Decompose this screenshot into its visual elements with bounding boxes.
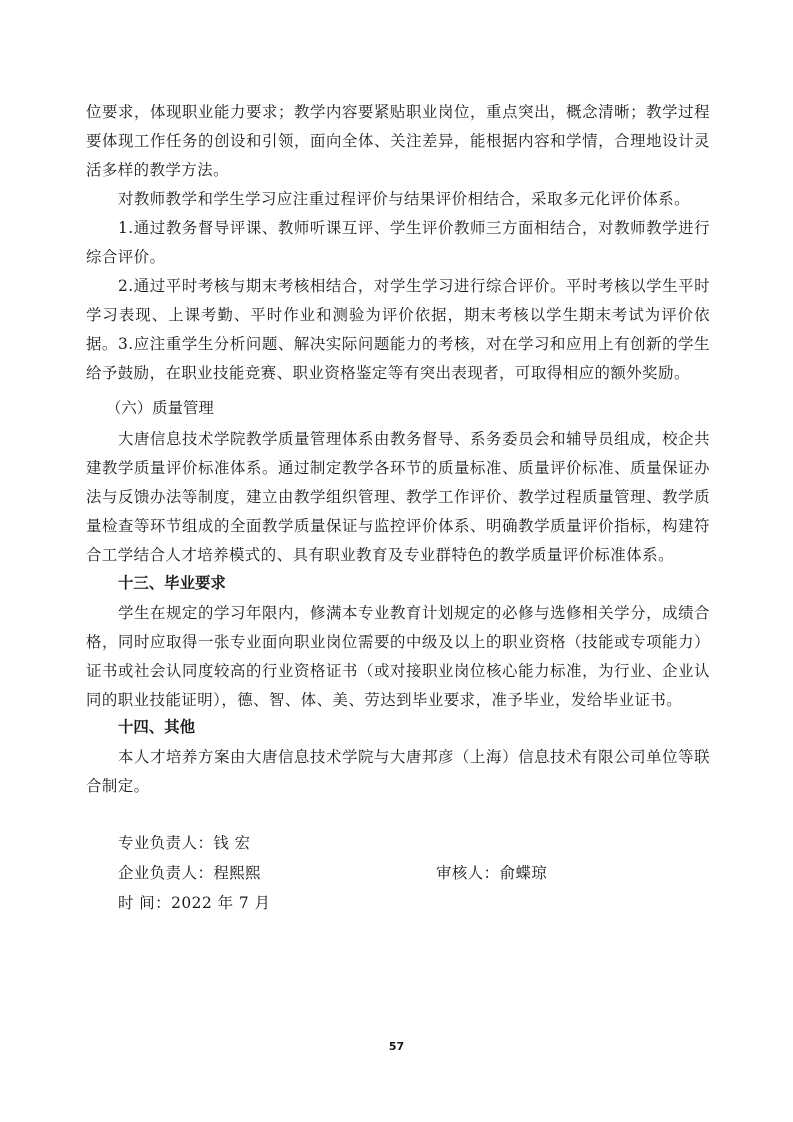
paragraph-evaluation-item-2: 2.通过平时考核与期末考核相结合，对学生学习进行综合评价。平时考核以学生平时学习表现、上课考勤、平时作业和测验为评价依据，期末考核以学生期末考试为评价依据。 xyxy=(86,277,710,353)
signature-major-lead: 专业负责人：钱 宏 xyxy=(118,834,251,852)
page-number: 57 xyxy=(388,1040,405,1053)
section-heading-quality-management: （六）质量管理 xyxy=(106,399,214,417)
paragraph-evaluation-item-1: 1.通过教务督导评课、教师听课互评、学生评价教师三方面相结合，对教师教学进行综合评价。 xyxy=(86,219,710,266)
paragraph-quality-management: 大唐信息技术学院教学质量管理体系由教务督导、系务委员会和辅导员组成，校企共建教学质量评价标准体系。通过制定教学各环节的质量标准、质量评价标准、质量保证办法与反馈办法等制度，建立由教学组织管理、教学工作评价、教学过程质量管理、教学质量检查等环节组成的全面教学质量保证与监控评价体系、明确教学质量评价指标，构建符合工学结合人才培养模式的、具有职业教育及专业群特色的教学质量评价标准体系。 xyxy=(86,430,710,564)
paragraph-evaluation-item-3: 3.应注重学生分析问题、解决实际问题能力的考核，对在学习和应用上有创新的学生给予鼓励，在职业技能竞赛、职业资格鉴定等有突出表现者，可取得相应的额外奖励。 xyxy=(86,335,710,382)
paragraph-other: 本人才培养方案由大唐信息技术学院与大唐邦彦（上海）信息技术有限公司单位等联合制定。 xyxy=(86,748,710,795)
signature-enterprise-lead: 企业负责人：程熙熙 xyxy=(118,864,262,882)
paragraph-evaluation-intro: 对教师教学和学生学习应注重过程评价与结果评价相结合，采取多元化评价体系。 xyxy=(118,190,691,208)
section-heading-other: 十四、其他 xyxy=(118,718,195,736)
section-heading-graduation: 十三、毕业要求 xyxy=(118,574,226,592)
paragraph-teaching-method: 位要求，体现职业能力要求；教学内容要紧贴职业岗位，重点突出，概念清晰；教学过程要体现工作任务的创设和引领，面向全体、关注差异，能根据内容和学情，合理地设计灵活多样的教学方法。 xyxy=(86,103,710,179)
signature-date: 时 间：2022 年 7 月 xyxy=(118,894,271,912)
paragraph-graduation: 学生在规定的学习年限内，修满本专业教育计划规定的必修与选修相关学分，成绩合格，同时应取得一张专业面向职业岗位需要的中级及以上的职业资格（技能或专项能力）证书或社会认同度较高的行业资格证书（或对接职业岗位核心能力标准，为行业、企业认同的职业技能证明），德、智、体、美、劳达到毕业要求，准予毕业，发给毕业证书。 xyxy=(86,604,710,709)
signature-reviewer: 审核人：俞蝶琼 xyxy=(436,864,548,882)
